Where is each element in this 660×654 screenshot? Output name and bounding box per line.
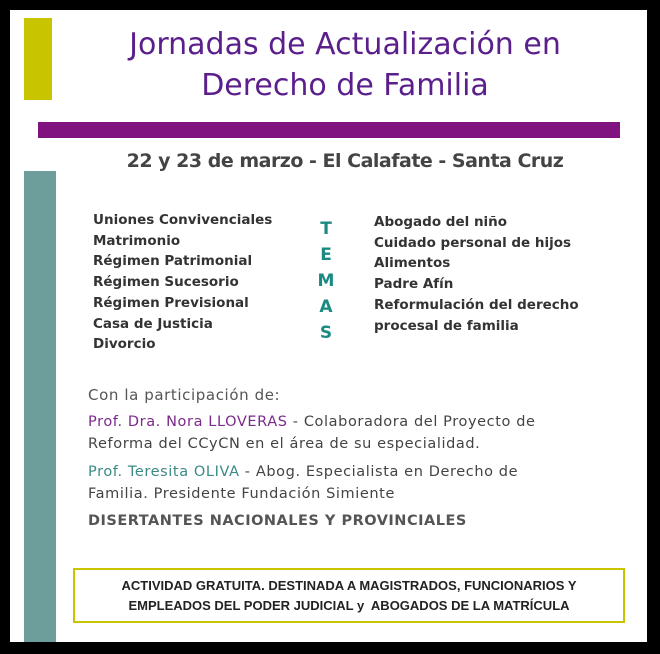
temas-letter: E bbox=[320, 245, 332, 265]
title-line-1: Jornadas de Actualización en bbox=[129, 27, 561, 62]
topic-item: Casa de Justicia bbox=[93, 315, 213, 332]
topic-item: Reformulación del derecho bbox=[374, 296, 579, 313]
topic-item: Divorcio bbox=[93, 336, 156, 353]
notice-line-1: ACTIVIDAD GRATUITA. DESTINADA A MAGISTRADOS, FUNCIONARIOS Y bbox=[121, 578, 577, 593]
topic-item: procesal de familia bbox=[374, 317, 519, 334]
speaker-1-name: Prof. Dra. Nora LLOVERAS bbox=[88, 414, 288, 430]
speaker-2-name: Prof. Teresita OLIVA bbox=[88, 464, 240, 480]
topic-item: Abogado del niño bbox=[374, 214, 508, 230]
topic-item: Régimen Patrimonial bbox=[93, 253, 253, 270]
speaker-2 bbox=[88, 461, 618, 505]
temas-letter: M bbox=[317, 271, 335, 291]
topics-right-list bbox=[374, 212, 579, 336]
speaker-2-desc-line-2: Familia. Presidente Fundación Simiente bbox=[88, 486, 395, 502]
temas-vertical-label bbox=[315, 216, 337, 346]
speaker-1 bbox=[88, 411, 618, 455]
teal-side-bar bbox=[24, 171, 56, 642]
date-location: 22 y 23 de marzo - El Calafate - Santa Cruz bbox=[126, 150, 564, 172]
topic-item: Uniones Convivenciales bbox=[93, 212, 273, 228]
topic-item: Matrimonio bbox=[93, 232, 181, 249]
topics-left-list bbox=[93, 210, 272, 355]
participation-label: Con la participación de: bbox=[88, 386, 281, 404]
topic-item: Régimen Sucesorio bbox=[93, 274, 239, 291]
topic-item: Padre Afín bbox=[374, 276, 454, 293]
temas-letter: S bbox=[319, 323, 333, 343]
olive-accent-bar bbox=[24, 18, 52, 100]
page-title bbox=[70, 24, 620, 106]
purple-divider-bar bbox=[38, 122, 620, 138]
temas-letter: T bbox=[320, 219, 332, 239]
poster bbox=[10, 10, 647, 642]
topic-item: Cuidado personal de hijos bbox=[374, 234, 572, 251]
speaker-1-desc-line-1: - Colaboradora del Proyecto de bbox=[287, 414, 536, 430]
topic-item: Régimen Previsional bbox=[93, 294, 249, 311]
notice-line-2: EMPLEADOS DEL PODER JUDICIAL y ABOGADOS DE LA MATRÍCULA bbox=[128, 598, 570, 613]
speaker-2-desc-line-1: - Abog. Especialista en Derecho de bbox=[239, 464, 519, 480]
speaker-1-desc-line-2: Reforma del CCyCN en el área de su especialidad. bbox=[88, 436, 481, 452]
notice-box bbox=[73, 568, 625, 623]
temas-letter: A bbox=[319, 297, 333, 317]
title-line-2: Derecho de Familia bbox=[201, 68, 489, 103]
topic-item: Alimentos bbox=[374, 255, 451, 272]
disertantes-label: DISERTANTES NACIONALES Y PROVINCIALES bbox=[88, 513, 467, 529]
